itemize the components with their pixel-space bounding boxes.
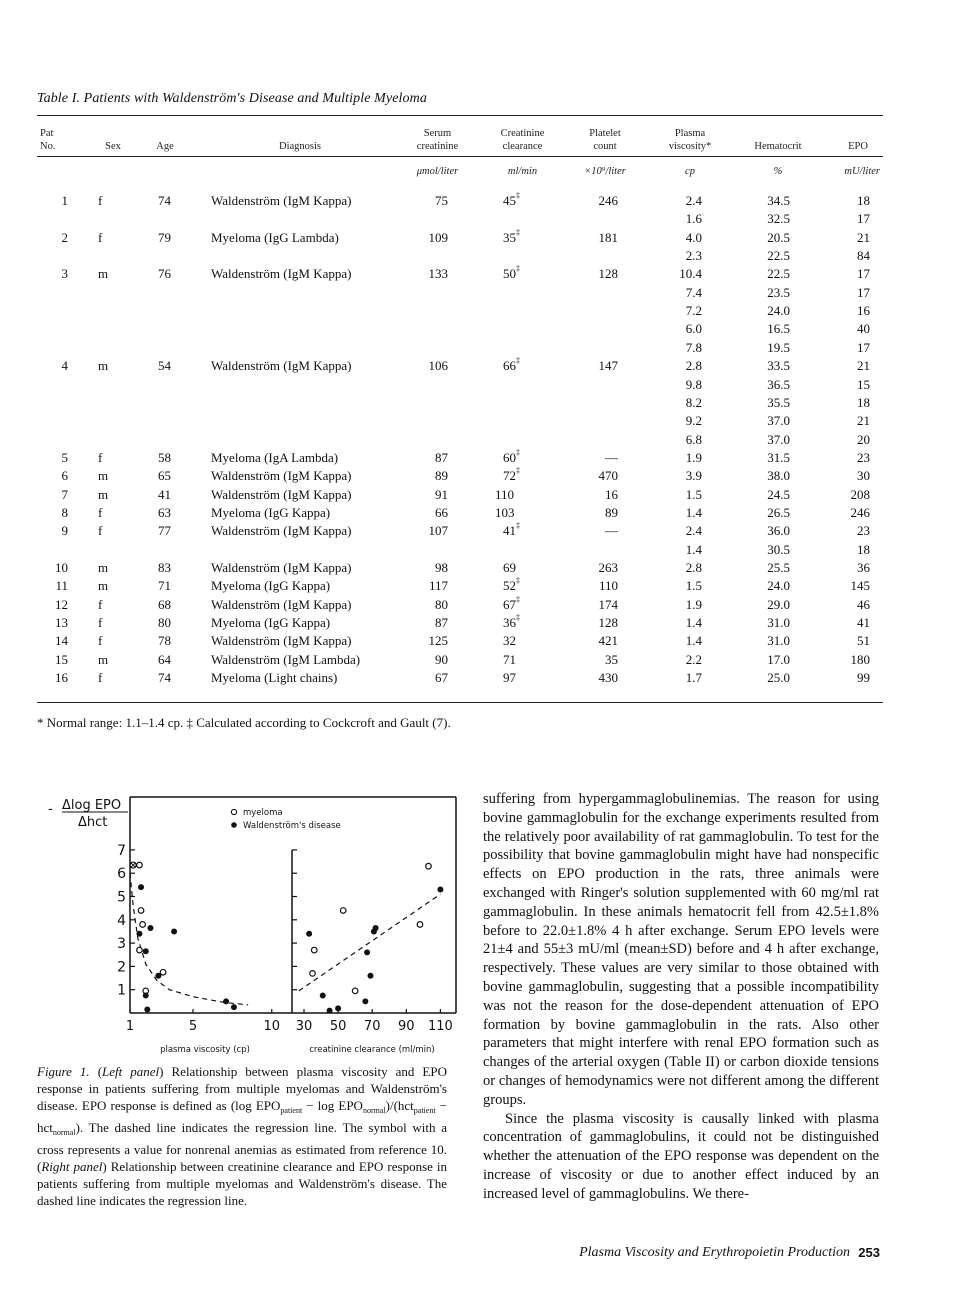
cell-diagnosis: Waldenström (IgM Kappa) xyxy=(211,486,352,502)
left-y-tick-label: 7 xyxy=(117,842,126,859)
cell-no: 4 xyxy=(61,358,68,374)
right-x-axis-label: creatinine clearance (ml/min) xyxy=(309,1045,435,1055)
cell-serum-creatinine: 80 xyxy=(435,596,448,612)
right-x-tick-label: 50 xyxy=(329,1019,347,1034)
header-hematocrit: Hematocrit xyxy=(754,141,802,152)
header-platelet-line2: count xyxy=(593,141,617,152)
right-point-myeloma xyxy=(417,922,423,928)
left-point-waldenstrom xyxy=(147,925,153,931)
cell-diagnosis: Myeloma (IgG Kappa) xyxy=(211,615,331,631)
header-clearance-line1: Creatinine xyxy=(500,128,545,139)
cell-epo: 180 xyxy=(850,651,870,667)
cell-epo: 17 xyxy=(857,339,870,355)
left-y-tick-label: 3 xyxy=(117,936,126,953)
clearance-value: 72 xyxy=(503,468,516,484)
cell-sex: m xyxy=(98,358,109,374)
cell-no: 7 xyxy=(61,486,68,502)
clearance-mark: ‡ xyxy=(516,356,520,366)
cell-epo: 21 xyxy=(857,229,870,245)
cell-platelets: 174 xyxy=(598,596,618,612)
left-x-tick-label: 5 xyxy=(188,1019,198,1034)
legend-label-waldenstrom: Waldenström's disease xyxy=(243,821,341,831)
cell-hematocrit: 37.0 xyxy=(767,431,790,447)
cell-serum-creatinine: 67 xyxy=(435,670,448,686)
cell-serum-creatinine: 109 xyxy=(428,229,448,245)
cell-epo: 17 xyxy=(857,211,870,227)
cell-epo: 23 xyxy=(857,523,870,539)
paragraph-2: Since the plasma viscosity is causally linked with plasma concentration of gammaglobulins, it could not be distinguished whether the attenuation of the EPO response was dependent on the increase of viscosity or due to another effect induced by an increased level of gammaglobulins. We there- xyxy=(483,1110,879,1202)
clearance-value: 67 xyxy=(503,596,516,612)
cell-viscosity: 9.8 xyxy=(685,376,702,392)
cell-serum-creatinine: 87 xyxy=(435,449,448,465)
cell-viscosity: 3.9 xyxy=(685,468,702,484)
table-footnote: * Normal range: 1.1–1.4 cp. ‡ Calculated according to Cockcroft and Gault (7). xyxy=(37,715,451,730)
cell-epo: 17 xyxy=(857,266,870,282)
cell-diagnosis: Myeloma (IgG Lambda) xyxy=(211,229,339,245)
unit-serum-creatinine: μmol/liter xyxy=(416,166,459,177)
clearance-mark: ‡ xyxy=(516,576,520,586)
left-point-myeloma xyxy=(138,908,144,914)
cell-serum-creatinine: 107 xyxy=(428,523,448,539)
cell-hematocrit: 33.5 xyxy=(767,358,790,374)
cell-epo: 21 xyxy=(857,413,870,429)
cell-hematocrit: 17.0 xyxy=(767,651,790,667)
cell-hematocrit: 26.5 xyxy=(767,504,790,520)
cell-serum-creatinine: 87 xyxy=(435,615,448,631)
cell-diagnosis: Waldenström (IgM Lambda) xyxy=(211,651,361,667)
right-x-tick-label: 110 xyxy=(427,1019,453,1034)
cell-sex: m xyxy=(98,578,109,594)
left-point-myeloma xyxy=(140,922,146,928)
cell-viscosity: 1.4 xyxy=(685,615,702,631)
cell-sex: f xyxy=(98,615,103,631)
cell-epo: 46 xyxy=(857,596,870,612)
cell-viscosity: 1.6 xyxy=(685,211,702,227)
cell-epo: 36 xyxy=(857,560,870,575)
clearance-value: 50 xyxy=(503,266,516,282)
clearance-value: 110 xyxy=(495,486,515,502)
cell-diagnosis: Waldenström (IgM Kappa) xyxy=(211,193,352,208)
clearance-value: 35 xyxy=(503,229,516,245)
cell-sex: f xyxy=(98,504,103,520)
right-point-waldenstrom xyxy=(320,993,326,999)
cell-diagnosis: Waldenström (IgM Kappa) xyxy=(211,468,352,484)
clearance-value: 41 xyxy=(503,523,516,539)
cell-no: 1 xyxy=(61,193,68,208)
header-epo: EPO xyxy=(848,141,868,152)
clearance-mark: ‡ xyxy=(516,613,520,623)
right-point-myeloma xyxy=(352,988,358,994)
left-point-waldenstrom xyxy=(144,1007,150,1013)
right-point-waldenstrom xyxy=(335,1005,341,1011)
cell-epo: 17 xyxy=(857,284,870,300)
cell-serum-creatinine: 125 xyxy=(428,633,448,649)
figure-caption: Figure 1. (Left panel) Relationship between plasma viscosity and EPO response in patients suffering from multiple myelomas and Waldenström's disease. EPO response is defined as (log $EPO_{patient} - \log EPO_{normal})/(hct_{patient} - hct_{normal})$. The dashed line indicates the regression line. The symbol with a cross represents a value for nonrenal anemias as estimated from reference 10. (Right panel) Relationship between creatinine clearance and EPO response in patients suffering from multiple myelomas and Waldenström's disease. The dashed line indicates the regression line. xyxy=(37,1064,448,1208)
clearance-value: 103 xyxy=(495,504,515,520)
cell-viscosity: 6.0 xyxy=(685,321,702,337)
cell-diagnosis: Waldenström (IgM Kappa) xyxy=(211,560,352,575)
left-point-waldenstrom xyxy=(155,973,161,979)
cell-viscosity: 1.5 xyxy=(685,486,702,502)
left-point-waldenstrom xyxy=(171,928,177,934)
cell-sex: f xyxy=(98,449,103,465)
cell-epo: 246 xyxy=(850,504,870,520)
left-point-waldenstrom xyxy=(143,948,149,954)
cell-hematocrit: 22.5 xyxy=(767,266,790,282)
cell-viscosity: 2.2 xyxy=(685,651,702,667)
cell-hematocrit: 23.5 xyxy=(767,284,790,300)
cell-no: 16 xyxy=(55,670,68,686)
legend-open-circle-icon xyxy=(231,809,236,814)
cell-platelets: 16 xyxy=(605,486,618,502)
cell-age: 80 xyxy=(158,615,171,631)
cell-serum-creatinine: 91 xyxy=(435,486,448,502)
cell-hematocrit: 30.5 xyxy=(767,541,790,557)
cell-diagnosis: Myeloma (Light chains) xyxy=(211,670,338,686)
cell-no: 14 xyxy=(55,633,68,649)
left-x-axis-label: plasma viscosity (cp) xyxy=(160,1045,250,1055)
cell-no: 8 xyxy=(61,504,68,520)
clearance-mark: ‡ xyxy=(516,594,520,604)
cell-serum-creatinine: 89 xyxy=(435,468,448,484)
cell-sex: f xyxy=(98,229,103,245)
header-diagnosis: Diagnosis xyxy=(279,141,321,152)
clearance-mark: ‡ xyxy=(516,264,520,274)
header-viscosity-line1: Plasma xyxy=(674,128,706,139)
cell-hematocrit: 25.0 xyxy=(767,670,790,686)
cell-sex: f xyxy=(98,596,103,612)
cell-epo: 99 xyxy=(857,670,870,686)
cell-platelets: 110 xyxy=(598,578,618,594)
cell-epo: 40 xyxy=(857,321,870,337)
cell-epo: 30 xyxy=(857,468,870,484)
cell-no: 15 xyxy=(55,651,68,667)
right-x-tick-label: 70 xyxy=(363,1019,381,1034)
cell-hematocrit: 29.0 xyxy=(767,596,790,612)
left-point-waldenstrom xyxy=(136,931,142,937)
cell-age: 63 xyxy=(158,504,171,520)
cell-serum-creatinine: 117 xyxy=(428,578,448,594)
cell-platelets: — xyxy=(605,449,618,465)
clearance-mark: ‡ xyxy=(516,191,520,200)
cell-no: 12 xyxy=(55,596,68,612)
header-age: Age xyxy=(156,141,174,152)
cell-viscosity: 1.9 xyxy=(685,449,702,465)
cell-age: 76 xyxy=(158,266,171,282)
left-point-myeloma xyxy=(137,947,143,953)
cell-age: 68 xyxy=(158,596,171,612)
cell-no: 11 xyxy=(55,578,68,594)
left-y-tick-label: 2 xyxy=(117,959,126,976)
cell-diagnosis: Waldenström (IgM Kappa) xyxy=(211,266,352,282)
cell-epo: 21 xyxy=(857,358,870,374)
cell-hematocrit: 25.5 xyxy=(767,560,790,575)
clearance-value: 36 xyxy=(503,615,516,631)
cell-hematocrit: 36.5 xyxy=(767,376,790,392)
left-point-myeloma xyxy=(160,969,166,975)
cell-platelets: 246 xyxy=(598,193,618,208)
cell-viscosity: 1.9 xyxy=(685,596,702,612)
cell-hematocrit: 37.0 xyxy=(767,413,790,429)
left-regression-line xyxy=(130,873,248,1005)
left-point-waldenstrom xyxy=(143,993,149,999)
cell-sex: m xyxy=(98,486,109,502)
clearance-value: 66 xyxy=(503,358,516,374)
cell-no: 13 xyxy=(55,615,68,631)
cell-epo: 23 xyxy=(857,449,870,465)
cell-serum-creatinine: 90 xyxy=(435,651,448,667)
clearance-mark: ‡ xyxy=(516,227,520,237)
cell-age: 83 xyxy=(158,560,171,575)
cell-hematocrit: 32.5 xyxy=(767,211,790,227)
cell-viscosity: 2.3 xyxy=(685,248,702,264)
unit-platelet-count: ×10⁹/liter xyxy=(584,166,626,177)
cell-serum-creatinine: 106 xyxy=(428,358,448,374)
cell-hematocrit: 16.5 xyxy=(767,321,790,337)
header-pat-line2: No. xyxy=(40,141,56,152)
left-point-waldenstrom xyxy=(231,1004,237,1010)
cell-epo: 18 xyxy=(857,193,870,208)
page-number: 253 xyxy=(858,1245,880,1260)
cell-viscosity: 4.0 xyxy=(685,229,702,245)
cell-hematocrit: 19.5 xyxy=(767,339,790,355)
cell-hematocrit: 31.5 xyxy=(767,449,790,465)
left-y-tick-label: 6 xyxy=(117,866,126,883)
cell-age: 65 xyxy=(158,468,171,484)
right-point-waldenstrom xyxy=(327,1008,333,1014)
header-sex: Sex xyxy=(105,141,121,152)
cell-diagnosis: Myeloma (IgG Kappa) xyxy=(211,578,331,594)
header-clearance-line2: clearance xyxy=(502,141,543,152)
cell-hematocrit: 24.5 xyxy=(767,486,790,502)
clearance-value: 97 xyxy=(503,670,516,686)
clearance-value: 32 xyxy=(503,633,516,649)
cell-viscosity: 7.4 xyxy=(685,284,702,300)
right-point-waldenstrom xyxy=(367,973,373,979)
legend-label-myeloma: myeloma xyxy=(243,808,283,818)
right-point-waldenstrom xyxy=(306,931,312,937)
clearance-mark: ‡ xyxy=(516,447,520,457)
cell-age: 74 xyxy=(158,193,171,208)
cell-serum-creatinine: 66 xyxy=(435,504,448,520)
header-pat-line1: Pat xyxy=(40,128,54,139)
left-point-myeloma xyxy=(137,862,143,868)
unit-creatinine-clearance: ml/min xyxy=(507,166,538,177)
right-point-waldenstrom xyxy=(437,887,443,893)
cell-hematocrit: 24.0 xyxy=(767,578,790,594)
cell-serum-creatinine: 133 xyxy=(428,266,448,282)
cell-platelets: 470 xyxy=(598,468,618,484)
cell-age: 58 xyxy=(158,449,171,465)
legend-filled-circle-icon xyxy=(231,822,237,828)
right-point-myeloma xyxy=(311,947,317,953)
clearance-value: 60 xyxy=(503,449,516,465)
cell-no: 2 xyxy=(61,229,68,245)
cell-age: 77 xyxy=(158,523,171,539)
header-viscosity-line2: viscosity* xyxy=(668,141,712,152)
right-point-myeloma xyxy=(426,863,432,869)
cell-hematocrit: 35.5 xyxy=(767,394,790,410)
cell-viscosity: 2.8 xyxy=(685,560,702,575)
left-x-tick-label: 10 xyxy=(263,1019,281,1034)
cell-platelets: 430 xyxy=(598,670,618,686)
cell-epo: 41 xyxy=(857,615,870,631)
clearance-mark: ‡ xyxy=(516,466,520,476)
body-text xyxy=(483,790,879,1204)
cell-sex: m xyxy=(98,651,109,667)
cell-diagnosis: Waldenström (IgM Kappa) xyxy=(211,358,352,374)
cell-epo: 208 xyxy=(850,486,870,502)
clearance-value: 45 xyxy=(503,193,516,208)
left-x-tick-label: 1 xyxy=(125,1019,135,1034)
cell-diagnosis: Myeloma (IgG Kappa) xyxy=(211,504,331,520)
cell-age: 54 xyxy=(158,358,171,374)
cell-diagnosis: Waldenström (IgM Kappa) xyxy=(211,596,352,612)
cell-viscosity: 8.2 xyxy=(685,394,702,410)
cell-age: 41 xyxy=(158,486,171,502)
cell-viscosity: 9.2 xyxy=(685,413,702,429)
header-serum-line2: creatinine xyxy=(416,141,459,152)
left-point-waldenstrom xyxy=(138,884,144,890)
cell-hematocrit: 38.0 xyxy=(767,468,790,484)
cell-viscosity: 1.4 xyxy=(685,633,702,649)
right-point-myeloma xyxy=(310,971,316,977)
right-point-waldenstrom xyxy=(371,928,377,934)
cell-hematocrit: 34.5 xyxy=(767,193,790,208)
right-point-waldenstrom xyxy=(362,998,368,1004)
cell-hematocrit: 36.0 xyxy=(767,523,790,539)
cell-sex: m xyxy=(98,560,109,575)
header-platelet-line1: Platelet xyxy=(589,128,621,139)
y-label-denominator: Δhct xyxy=(78,815,108,830)
header-serum-line1: Serum xyxy=(423,128,452,139)
cell-age: 78 xyxy=(158,633,171,649)
cell-age: 64 xyxy=(158,651,171,667)
paragraph-1: suffering from hypergammaglobulinemias. The reason for using bovine gammaglobulin for the exchange experiments resulted from the relatively poor availability of rat gammaglobulin. To test for the possibility that bovine gammaglobulin might have had nonspecific effects on EPO production in the rats, three animals were exchanged with Ringer's solution supplemented with 60 mg/ml rat gammaglobulin. In these animals hematocrit fell from 42.5±1.8% before to 22.0±1.8% 4 h after exchange. Serum EPO levels were 21±4 and 55±3 mU/ml (mean±SD) before and 4 h after exchange, respectively. These values are very similar to those obtained with bovine gammaglobulin, suggesting that a possible incompatibility was not the reason for the dose-dependent attenuation of EPO formation by bovine gammaglobulin in the rats. Also other parameters that might interfere with renal EPO formation such as changes of the arterial oxygen (Table II) or carbon dioxide tensions or changes of hemodynamics were not different among the different groups. xyxy=(483,791,879,1108)
cell-hematocrit: 31.0 xyxy=(767,633,790,649)
clearance-value: 69 xyxy=(503,560,516,575)
cell-sex: f xyxy=(98,193,103,208)
cell-platelets: — xyxy=(605,523,618,539)
cell-platelets: 263 xyxy=(598,560,618,575)
table-title: Table I. Patients with Waldenström's Disease and Multiple Myeloma xyxy=(37,91,427,106)
cell-epo: 51 xyxy=(857,633,870,649)
cell-viscosity: 10.4 xyxy=(679,266,702,282)
left-y-tick-label: 4 xyxy=(117,912,126,929)
cell-viscosity: 1.5 xyxy=(685,578,702,594)
cell-viscosity: 7.2 xyxy=(685,303,702,319)
cell-epo: 18 xyxy=(857,394,870,410)
cell-diagnosis: Myeloma (IgA Lambda) xyxy=(211,449,339,465)
cell-epo: 84 xyxy=(857,248,870,264)
cell-no: 3 xyxy=(61,266,68,282)
cell-platelets: 147 xyxy=(598,358,618,374)
cell-viscosity: 1.7 xyxy=(685,670,702,686)
cell-viscosity: 1.4 xyxy=(685,504,702,520)
left-point-waldenstrom xyxy=(223,998,229,1004)
cell-diagnosis: Waldenström (IgM Kappa) xyxy=(211,633,352,649)
cell-platelets: 128 xyxy=(598,266,618,282)
cell-diagnosis: Waldenström (IgM Kappa) xyxy=(211,523,352,539)
cell-sex: m xyxy=(98,468,109,484)
cell-hematocrit: 22.5 xyxy=(767,248,790,264)
right-x-tick-label: 90 xyxy=(398,1019,415,1034)
cell-hematocrit: 31.0 xyxy=(767,615,790,631)
left-y-tick-label: 5 xyxy=(117,889,126,906)
cell-epo: 16 xyxy=(857,303,870,319)
cell-serum-creatinine: 98 xyxy=(435,560,448,575)
cell-age: 74 xyxy=(158,670,171,686)
cell-epo: 15 xyxy=(857,376,870,392)
cell-sex: f xyxy=(98,670,103,686)
right-x-tick-label: 30 xyxy=(295,1019,313,1034)
cell-no: 10 xyxy=(55,560,68,575)
clearance-mark: ‡ xyxy=(516,521,520,531)
cell-no: 9 xyxy=(61,523,68,539)
running-head: Plasma Viscosity and Erythropoietin Production xyxy=(579,1245,850,1260)
unit-plasma-viscosity: cp xyxy=(685,166,695,177)
clearance-value: 52 xyxy=(503,578,516,594)
cell-sex: f xyxy=(98,523,103,539)
cell-hematocrit: 20.5 xyxy=(767,229,790,245)
cell-no: 6 xyxy=(61,468,68,484)
cell-viscosity: 2.4 xyxy=(685,193,702,208)
cell-platelets: 35 xyxy=(605,651,618,667)
cell-sex: f xyxy=(98,633,103,649)
cell-hematocrit: 24.0 xyxy=(767,303,790,319)
cell-epo: 20 xyxy=(857,431,870,447)
clearance-value: 71 xyxy=(503,651,516,667)
unit-epo: mU/liter xyxy=(844,166,880,177)
left-y-tick-label: 1 xyxy=(117,982,126,999)
cell-viscosity: 2.4 xyxy=(685,523,702,539)
cell-sex: m xyxy=(98,266,109,282)
cell-age: 79 xyxy=(158,229,171,245)
cell-platelets: 421 xyxy=(598,633,618,649)
cell-viscosity: 6.8 xyxy=(685,431,702,447)
cell-platelets: 128 xyxy=(598,615,618,631)
cell-epo: 145 xyxy=(850,578,870,594)
cell-viscosity: 1.4 xyxy=(685,541,702,557)
cell-viscosity: 7.8 xyxy=(685,339,702,355)
cell-platelets: 181 xyxy=(598,229,618,245)
right-point-myeloma xyxy=(340,908,346,914)
cell-viscosity: 2.8 xyxy=(685,358,702,374)
cell-platelets: 89 xyxy=(605,504,618,520)
cell-no: 5 xyxy=(61,449,68,465)
cell-age: 71 xyxy=(158,578,171,594)
cell-epo: 18 xyxy=(857,541,870,557)
right-point-waldenstrom xyxy=(364,949,370,955)
cell-serum-creatinine: 75 xyxy=(435,193,448,208)
y-label-numerator: Δlog EPO xyxy=(62,798,122,813)
unit-hematocrit: % xyxy=(773,166,783,177)
y-label-sign: - xyxy=(48,802,53,817)
